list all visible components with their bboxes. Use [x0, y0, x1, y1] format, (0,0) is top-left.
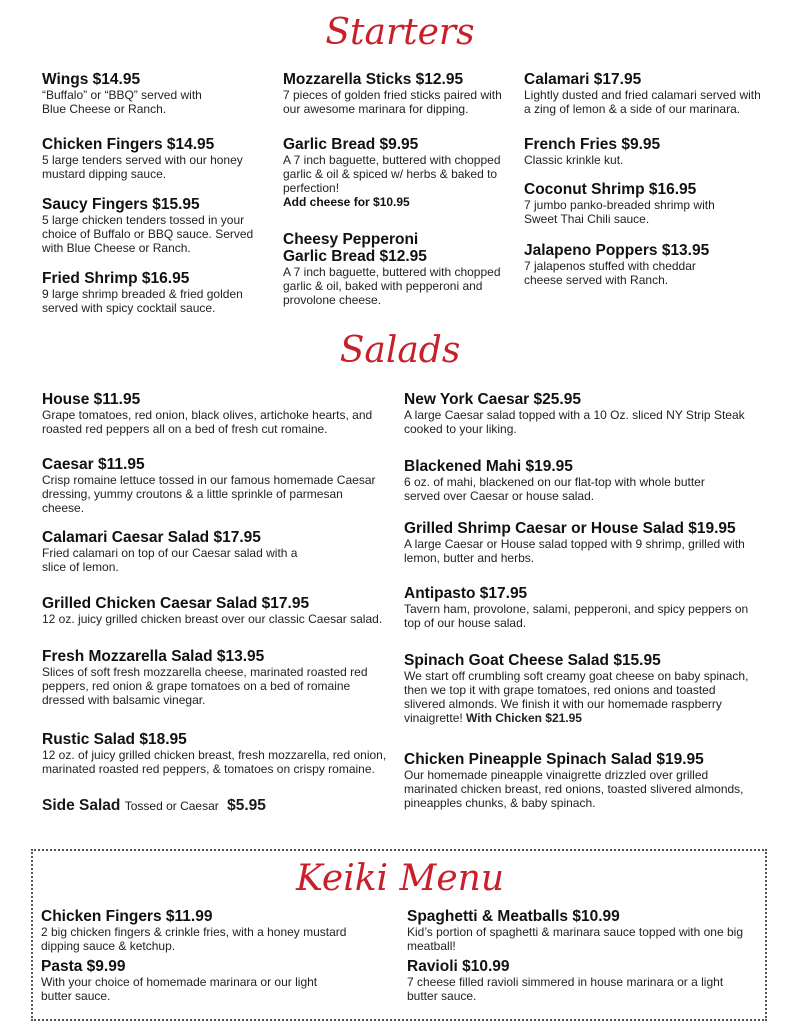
item-description: Grape tomatoes, red onion, black olives, artichoke hearts, and roasted red peppers all on a bed of fresh cut romaine.	[42, 408, 373, 436]
menu-item	[404, 652, 749, 725]
menu-item	[404, 751, 749, 810]
item-description: Tavern ham, provolone, salami, pepperoni, and spicy peppers on top of our house salad.	[404, 602, 749, 630]
menu-item	[283, 136, 508, 209]
item-description: A large Caesar salad topped with a 10 Oz. sliced NY Strip Steak cooked to your liking.	[404, 408, 745, 436]
item-description: 7 pieces of golden fried sticks paired with our awesome marinara for dipping.	[283, 88, 502, 116]
menu-item	[524, 181, 734, 226]
item-name: Side Salad	[42, 797, 121, 814]
menu-item	[524, 242, 734, 287]
menu-item	[42, 71, 272, 116]
item-description: Kid’s portion of spaghetti & marinara sauce topped with one big meatball!	[407, 925, 743, 953]
item-name: Chicken Fingers $14.95	[42, 136, 215, 153]
menu-item	[524, 136, 764, 167]
item-description: Lightly dusted and fried calamari served with a zing of lemon & a side of our marinara.	[524, 88, 761, 116]
menu-item	[42, 391, 392, 436]
item-name: Saucy Fingers $15.95	[42, 196, 200, 213]
keiki-heading: Keiki Menu	[295, 858, 505, 899]
item-description: Fried calamari on top of our Caesar salad with a slice of lemon.	[42, 546, 298, 574]
menu-item	[42, 595, 397, 626]
item-description: Classic krinkle kut.	[524, 153, 624, 167]
item-description: 6 oz. of mahi, blackened on our flat-top with whole butter served over Caesar or house salad.	[404, 475, 705, 503]
item-name: Grilled Chicken Caesar Salad $17.95	[42, 595, 310, 612]
item-name: Grilled Shrimp Caesar or House Salad $19.95	[404, 520, 736, 537]
item-description: 5 large chicken tenders tossed in your choice of Buffalo or BBQ sauce. Served with Blue Cheese or Ranch.	[42, 213, 254, 255]
starters-heading: Starters	[325, 12, 475, 53]
menu-item	[41, 958, 331, 1003]
item-description: 7 cheese filled ravioli simmered in house marinara or a light butter sauce.	[407, 975, 724, 1003]
item-name: Chicken Pineapple Spinach Salad $19.95	[404, 751, 704, 768]
item-name: Jalapeno Poppers $13.95	[524, 242, 710, 259]
item-name: Ravioli $10.99	[407, 958, 510, 975]
menu-item	[42, 136, 272, 181]
item-description: A 7 inch baguette, buttered with chopped garlic & oil & spiced w/ herbs & baked to perfection!	[283, 153, 501, 195]
menu-item	[404, 391, 749, 436]
menu-item	[524, 71, 764, 116]
item-description: 12 oz. juicy grilled chicken breast over our classic Caesar salad.	[42, 612, 383, 626]
item-description: Slices of soft fresh mozzarella cheese, marinated roasted red peppers, red onion & grape tomatoes on a bed of romaine dressed with balsamic vinegar.	[42, 665, 368, 707]
item-name-line2: Garlic Bread $12.95	[283, 248, 427, 265]
menu-item	[407, 958, 752, 1003]
menu-item	[407, 908, 752, 953]
menu-item	[42, 529, 312, 574]
menu-item	[404, 520, 749, 565]
item-description: 7 jumbo panko-breaded shrimp with Sweet Thai Chili sauce.	[524, 198, 715, 226]
side-salad-item	[42, 797, 266, 815]
item-name: Caesar $11.95	[42, 456, 145, 473]
item-name: Calamari Caesar Salad $17.95	[42, 529, 261, 546]
menu-item	[42, 270, 272, 315]
item-name: Spaghetti & Meatballs $10.99	[407, 908, 620, 925]
item-description: A large Caesar or House salad topped with 9 shrimp, grilled with lemon, butter and herbs.	[404, 537, 745, 565]
menu-item	[41, 908, 381, 953]
item-description: Crisp romaine lettuce tossed in our famous homemade Caesar dressing, yummy croutons & a little sprinkle of parmesan cheese.	[42, 473, 376, 515]
item-name: Rustic Salad $18.95	[42, 731, 187, 748]
item-description: Our homemade pineapple vinaigrette drizzled over grilled marinated chicken breast, red onions, toasted slivered almonds, pineapples chunks, & baby spinach.	[404, 768, 744, 810]
item-name: Calamari $17.95	[524, 71, 642, 88]
item-name: Garlic Bread $9.95	[283, 136, 419, 153]
menu-item	[42, 196, 272, 255]
item-name: New York Caesar $25.95	[404, 391, 581, 408]
item-description: 7 jalapenos stuffed with cheddar cheese served with Ranch.	[524, 259, 696, 287]
salads-heading: Salads	[339, 330, 461, 371]
menu-item	[42, 456, 377, 515]
item-description: 2 big chicken fingers & crinkle fries, with a honey mustard dipping sauce & ketchup.	[41, 925, 347, 953]
item-name: Chicken Fingers $11.99	[41, 908, 213, 925]
item-name: Fried Shrimp $16.95	[42, 270, 190, 287]
item-description: A 7 inch baguette, buttered with chopped garlic & oil, baked with pepperoni and provolone cheese.	[283, 265, 501, 307]
item-description: Tossed or Caesar	[124, 799, 219, 813]
item-name: Cheesy Pepperoni	[283, 231, 419, 248]
menu-item	[283, 71, 508, 116]
item-name: Coconut Shrimp $16.95	[524, 181, 697, 198]
item-price: $5.95	[227, 797, 266, 814]
item-name: Fresh Mozzarella Salad $13.95	[42, 648, 265, 665]
item-description: 5 large tenders served with our honey mustard dipping sauce.	[42, 153, 243, 181]
menu-item	[404, 585, 749, 630]
menu-item	[404, 458, 744, 503]
item-name: Mozzarella Sticks $12.95	[283, 71, 464, 88]
menu-item	[42, 648, 382, 707]
item-description: With your choice of homemade marinara or our light butter sauce.	[41, 975, 318, 1003]
item-description: 12 oz. of juicy grilled chicken breast, fresh mozzarella, red onion, marinated roasted red peppers, & tomatoes on crispy romaine.	[42, 748, 387, 776]
item-name: Blackened Mahi $19.95	[404, 458, 573, 475]
item-name: Wings $14.95	[42, 71, 141, 88]
item-name: Pasta $9.99	[41, 958, 126, 975]
item-name: House $11.95	[42, 391, 141, 408]
item-name: Antipasto $17.95	[404, 585, 528, 602]
item-addon: Add cheese for $10.95	[283, 195, 410, 209]
item-name: Spinach Goat Cheese Salad $15.95	[404, 652, 661, 669]
menu-item	[42, 731, 397, 776]
item-name: French Fries $9.95	[524, 136, 661, 153]
item-addon: With Chicken $21.95	[466, 711, 582, 725]
item-description: “Buffalo” or “BBQ” served with Blue Cheese or Ranch.	[42, 88, 202, 116]
item-description: 9 large shrimp breaded & fried golden served with spicy cocktail sauce.	[42, 287, 243, 315]
item-description: We start off crumbling soft creamy goat cheese on baby spinach, then we top it with grape tomatoes, red onions and toasted slivered almonds. We finish it with our homemade raspberry vinaigrette! With Chicken $21.95	[404, 669, 749, 725]
menu-item	[283, 231, 508, 307]
